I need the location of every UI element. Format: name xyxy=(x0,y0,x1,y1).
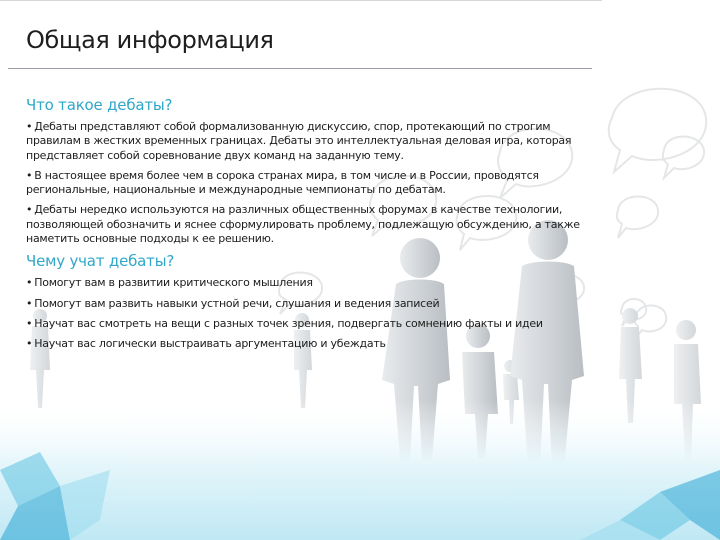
slide-content xyxy=(26,96,586,358)
bullet-item: • Помогут вам в развитии критического мышления xyxy=(26,276,586,290)
section-heading: Чему учат дебаты? xyxy=(26,252,175,271)
title-divider xyxy=(8,68,592,69)
bullet-item: • Дебаты нередко используются на различных общественных форумах в качестве технологии, позволяющей обозначить и яснее сформулировать проблему, подлежащую обсуждению, а также наметить основные подходы к ее решению. xyxy=(26,203,586,246)
bullet-item: • Научат вас смотреть на вещи с разных точек зрения, подвергать сомнению факты и идеи xyxy=(26,317,586,331)
bullet-item: • Помогут вам развить навыки устной речи, слушания и ведения записей xyxy=(26,297,586,311)
section-what-is-debate xyxy=(26,96,586,246)
bullet-item: • В настоящее время более чем в сорока странах мира, в том числе и в России, проводятся региональные, национальные и международные чемпионаты по дебатам. xyxy=(26,169,586,198)
bullet-item: • Научат вас логически выстраивать аргументацию и убеждать xyxy=(26,337,586,351)
slide-title: Общая информация xyxy=(26,26,274,54)
section-heading: Что такое дебаты? xyxy=(26,96,173,114)
section-what-debate-teaches xyxy=(26,252,586,351)
bullet-item: • Дебаты представляют собой формализованную дискуссию, спор, протекающий по строгим правилам в жестких временных границах. Дебаты это интеллектуальная деловая игра, которая представляет собой соревнование двух команд на заданную тему. xyxy=(26,120,586,163)
top-divider xyxy=(0,0,602,1)
